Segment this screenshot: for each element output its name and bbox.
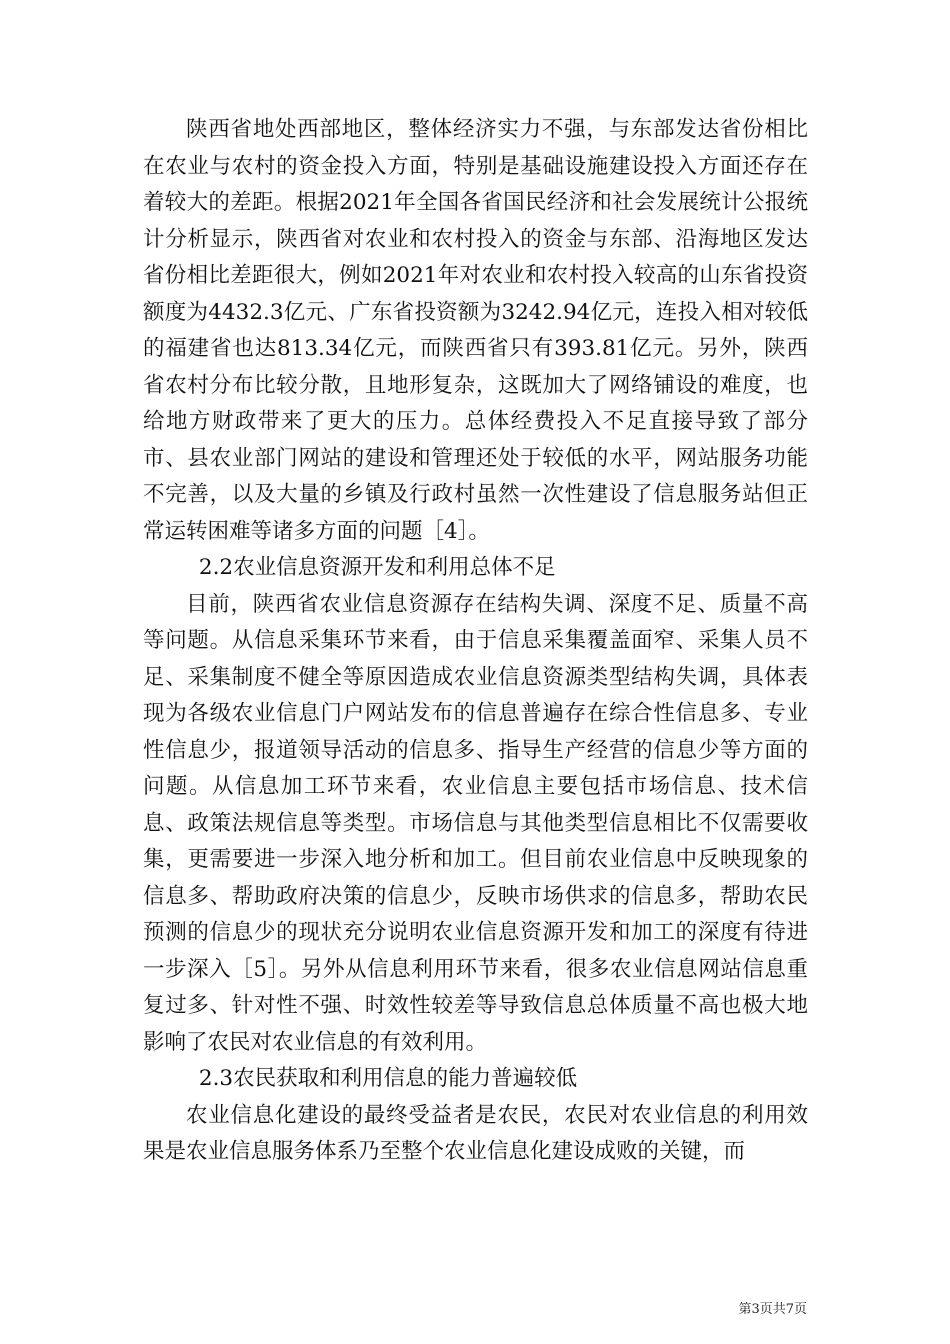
section-heading-2-3: 2.3农民获取和利用信息的能力普遍较低 [198, 1066, 578, 1091]
document-body [143, 112, 808, 1171]
page-number-footer: 第3页共7页 [738, 1302, 807, 1317]
paragraph-info-resources: 目前，陕西省农业信息资源存在结构失调、深度不足、质量不高等问题。从信息采集环节来看，由于信息采集覆盖面窄、采集人员不足、采集制度不健全等原因造成农业信息资源类型结构失调，具体表现为各级农业信息门户网站发布的信息普遍存在综合性信息多、专业性信息少，报道领导活动的信息多、指导生产经营的信息少等方面的问题。从信息加工环节来看，农业信息主要包括市场信息、技术信息、政策法规信息等类型。市场信息与其他类型信息相比不仅需要收集，更需要进一步深入地分析和加工。但目前农业信息中反映现象的信息多、帮助政府决策的信息少，反映市场供求的信息多，帮助农民预测的信息少的现状充分说明农业信息资源开发和加工的深度有待进一步深入［5］。另外从信息利用环节来看，很多农业信息网站信息重复过多、针对性不强、时效性较差等导致信息总体质量不高也极大地影响了农民对农业信息的有效利用。 [143, 591, 808, 1055]
section-heading-2-2: 2.2农业信息资源开发和利用总体不足 [198, 555, 556, 580]
paragraph-farmer-ability: 农业信息化建设的最终受益者是农民，农民对农业信息的利用效果是农业信息服务体系乃至整个农业信息化建设成败的关键，而 [143, 1102, 808, 1164]
paragraph-funding-gap: 陕西省地处西部地区，整体经济实力不强，与东部发达省份相比在农业与农村的资金投入方面，特别是基础设施建设投入方面还存在着较大的差距。根据2021年全国各省国民经济和社会发展统计公报统计分析显示，陕西省对农业和农村投入的资金与东部、沿海地区发达省份相比差距很大，例如2021年对农业和农村投入较高的山东省投资额度为4432.3亿元、广东省投资额为3242.94亿元，连投入相对较低的福建省也达813.34亿元，而陕西省只有393.81亿元。另外，陕西省农村分布比较分散，且地形复杂，这既加大了网络铺设的难度，也给地方财政带来了更大的压力。总体经费投入不足直接导致了部分市、县农业部门网站的建设和管理还处于较低的水平，网站服务功能不完善，以及大量的乡镇及行政村虽然一次性建设了信息服务站但正常运转困难等诸多方面的问题［4］。 [143, 117, 808, 544]
